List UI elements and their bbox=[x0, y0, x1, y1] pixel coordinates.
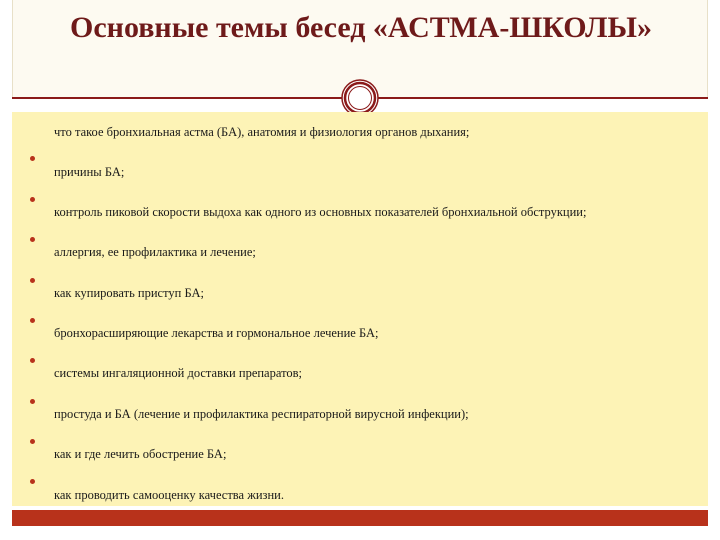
round-bullet-icon bbox=[30, 318, 35, 323]
round-bullet-icon bbox=[30, 156, 35, 161]
list-item-text: системы ингаляционной доставки препаратов; bbox=[54, 366, 302, 380]
list-item-text: контроль пиковой скорости выдоха как одного из основных показателей бронхиальной обструкции; bbox=[54, 205, 587, 219]
round-bullet-icon bbox=[30, 278, 35, 283]
list-item-text: как и где лечить обострение БА; bbox=[54, 447, 227, 461]
list-item-text: бронхорасширяющие лекарства и гормональное лечение БА; bbox=[54, 326, 379, 340]
list-item-text: что такое бронхиальная астма (БА), анатомия и физиология органов дыхания; bbox=[54, 125, 470, 139]
list-item-text: причины БА; bbox=[54, 165, 125, 179]
round-bullet-icon bbox=[30, 399, 35, 404]
list-item-text: аллергия, ее профилактика и лечение; bbox=[54, 245, 256, 259]
round-bullet-icon bbox=[30, 197, 35, 202]
list-item-text: как проводить самооценку качества жизни. bbox=[54, 488, 284, 502]
round-bullet-icon bbox=[30, 237, 35, 242]
topic-list bbox=[12, 112, 708, 506]
footer-bar bbox=[12, 510, 708, 526]
round-bullet-icon bbox=[30, 358, 35, 363]
list-item-text: как купировать приступ БА; bbox=[54, 286, 204, 300]
slide-title: Основные темы бесед «АСТМА-ШКОЛЫ» bbox=[70, 11, 652, 44]
round-bullet-icon bbox=[30, 439, 35, 444]
round-bullet-icon bbox=[30, 479, 35, 484]
list-item-text: простуда и БА (лечение и профилактика респираторной вирусной инфекции); bbox=[54, 407, 469, 421]
